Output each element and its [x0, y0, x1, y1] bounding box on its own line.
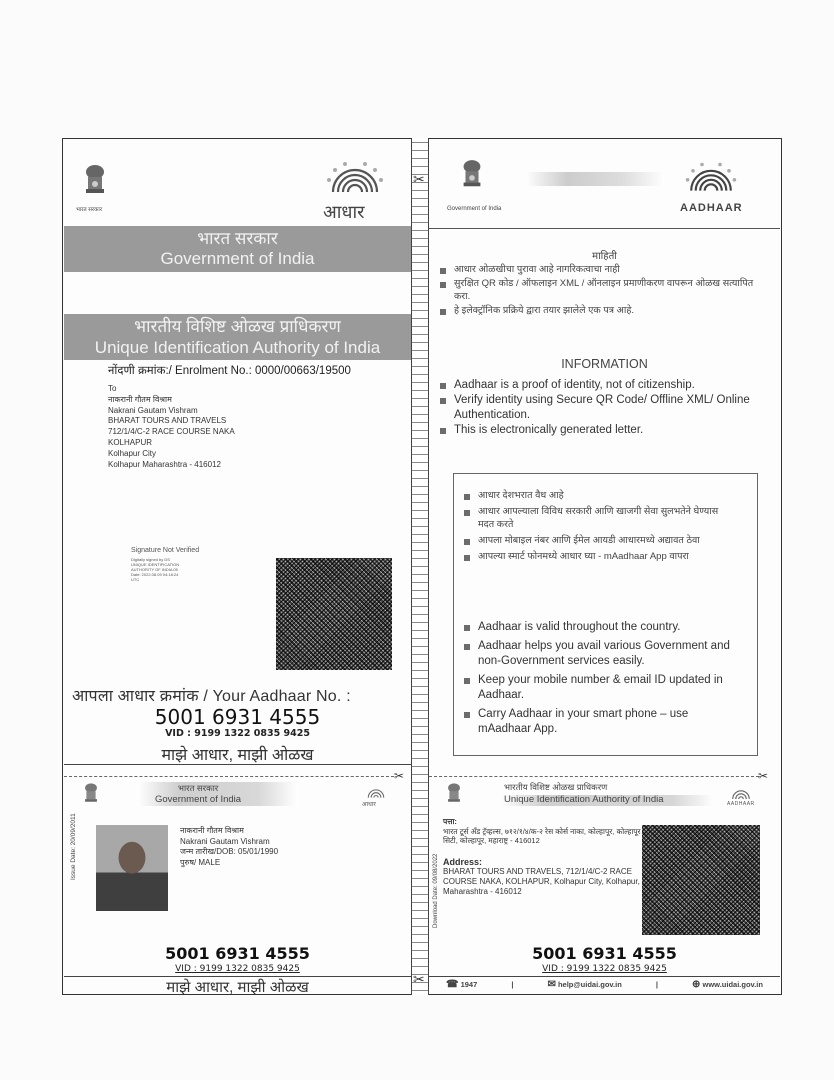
telephone-icon: ☎: [446, 979, 459, 990]
gov-hindi: भारत सरकार: [197, 229, 278, 248]
tip-item-hindi: आधार आपल्याला विविध सरकारी आणि खाजगी सेवा सुलभतेने घेण्यास मदत करते: [464, 505, 724, 531]
issue-date: Issue Date: 20/09/2011: [70, 813, 77, 880]
aadhaar-number: 5001 6931 4555: [154, 705, 321, 729]
divider: [64, 764, 411, 765]
card-details: [180, 826, 278, 868]
vid-number: VID : 9199 1322 0835 9425: [165, 728, 310, 739]
contact-footer: [429, 979, 780, 990]
mahiti-item: हे इलेक्ट्रॉनिक प्रक्रिये द्वारा तयार झालेले एक पत्र आहे.: [440, 304, 760, 318]
fold-divider: [411, 138, 429, 995]
national-emblem-icon: [80, 163, 110, 201]
download-date: Download Date: 09/08/2022: [433, 853, 439, 928]
aadhaar-logo-icon: [362, 784, 390, 800]
mahiti-item: सुरक्षित QR कोड / ऑफलाइन XML / ऑनलाइन प्रमाणीकरण वापरून ओळख सत्यापित करा.: [440, 277, 760, 304]
signature-line: AUTHORITY OF INDIA 05: [131, 566, 178, 572]
address-label: Address:: [443, 857, 483, 867]
tip-item-english: Aadhaar helps you avail various Government and non-Government services easily.: [464, 639, 744, 669]
card-logo-text: AADHAAR: [727, 801, 755, 807]
government-of-india-band: [64, 226, 411, 272]
card-name-hindi: नाकरानी गौतम विश्राम: [180, 826, 244, 835]
card-aadhaar-number: 5001 6931 4555: [532, 944, 677, 963]
address-to: To: [108, 384, 117, 393]
website: www.uidai.gov.in: [702, 980, 763, 989]
scissors-icon: ✂: [758, 769, 769, 783]
aadhaar-logo-icon: [726, 785, 756, 801]
card-vid-number: VID : 9199 1322 0835 9425: [542, 964, 667, 974]
address-name: Nakrani Gautam Vishram: [108, 405, 198, 415]
address-hindi: भारत टूर्स अँड ट्रॅव्हल्स, ७१२/१/४/क-२ रेस कोर्स नाका, कोल्हापूर, कोल्हापूर सिटी, कोल्हापूर, महाराष्ट्र - 416012: [443, 826, 641, 845]
address-line: BHARAT TOURS AND TRAVELS: [108, 416, 227, 426]
enrolment-number: [108, 363, 351, 378]
mahiti-title: माहिती: [592, 251, 617, 262]
signature-line: UNIQUE IDENTIFICATION: [131, 561, 180, 567]
information-item: Aadhaar is a proof of identity, not of citizenship.: [440, 378, 775, 393]
tips-box: [453, 473, 758, 756]
separator: |: [655, 980, 658, 989]
information-list: [440, 378, 775, 438]
separator: |: [511, 980, 514, 989]
aadhaar-logo-icon: [675, 160, 747, 196]
signature-line: Date: 2022.08.09 04:18:24: [131, 571, 179, 577]
uidai-band: [64, 314, 411, 360]
cut-line: [64, 776, 394, 777]
tip-item-hindi: आपला मोबाइल नंबर आणि ईमेल आयडी आधारमध्ये अद्यावत ठेवा: [464, 534, 724, 547]
aadhaar-logo-icon: [315, 160, 395, 200]
enrolment-value: 0000/00663/19500: [254, 365, 351, 377]
qr-code: [642, 825, 760, 935]
header-divider: [429, 228, 780, 229]
card-address: [443, 857, 643, 897]
card-tagline: माझे आधार, माझी ओळख: [166, 979, 309, 996]
tip-item-english: Keep your mobile number & email ID updated in Aadhaar.: [464, 673, 744, 703]
emblem-caption: भारत सरकार: [76, 207, 103, 213]
card-gov-english: Government of India: [155, 794, 242, 805]
card-dob: जन्म तारीख/DOB: 05/01/1990: [180, 847, 279, 856]
enrolment-label: नोंदणी क्रमांक:/ Enrolment No.:: [108, 365, 252, 377]
footer-web: [692, 979, 763, 990]
footer-phone: [446, 979, 477, 990]
card-aadhaar-number: 5001 6931 4555: [165, 944, 310, 963]
header-band: [525, 172, 665, 186]
qr-code: [276, 558, 392, 670]
photo: [96, 825, 168, 911]
tip-item-hindi: आपल्या स्मार्ट फोनमध्ये आधार घ्या - mAadhaar App वापरा: [464, 550, 724, 563]
your-aadhaar-label: आपला आधार क्रमांक / Your Aadhaar No. :: [72, 688, 351, 705]
card-name: Nakrani Gautam Vishram: [180, 836, 270, 846]
scissors-icon: ✂: [413, 971, 425, 987]
tips-list-hindi: [464, 489, 724, 563]
cut-line: [429, 776, 759, 777]
aadhaar-logo-text: आधार: [323, 202, 365, 222]
national-emblem-icon: [458, 157, 486, 195]
aadhaar-logo-text: AADHAAR: [680, 202, 743, 214]
address-line: Kolhapur City: [108, 448, 157, 458]
address-line: 712/1/4/C-2 RACE COURSE NAKA: [108, 427, 235, 437]
address-label-hindi: पत्ता:: [443, 817, 457, 826]
digital-signature: [131, 548, 199, 582]
card-gov-hindi: भारत सरकार: [178, 783, 219, 793]
information-title: INFORMATION: [561, 357, 648, 371]
divider: [429, 976, 780, 977]
emblem-caption: Government of India: [447, 206, 502, 212]
globe-icon: ⊕: [692, 979, 701, 990]
card-uidai-english: Unique Identification Authority of India: [504, 794, 664, 805]
scissors-icon: ✂: [413, 171, 425, 187]
scissors-icon: ✂: [394, 769, 405, 783]
national-emblem-icon: [444, 782, 464, 807]
tips-list-english: [464, 620, 744, 737]
address-line: Kolhapur Maharashtra - 416012: [108, 459, 221, 469]
tagline: माझे आधार, माझी ओळख: [161, 747, 314, 764]
national-emblem-icon: [81, 782, 101, 807]
signature-status: Signature Not Verified: [131, 547, 200, 554]
card-logo-text: आधार: [362, 802, 376, 808]
phone-number: 1947: [460, 980, 478, 989]
uidai-hindi: भारतीय विशिष्ट ओळख प्राधिकरण: [134, 317, 341, 336]
card-address-hindi: [443, 817, 643, 846]
email-address: help@uidai.gov.in: [557, 980, 622, 989]
information-item: This is electronically generated letter.: [440, 423, 775, 438]
tip-item-english: Aadhaar is valid throughout the country.: [464, 620, 744, 635]
information-item: Verify identity using Secure QR Code/ Offline XML/ Online Authentication.: [440, 393, 775, 423]
mahiti-item: आधार ओळखीचा पुरावा आहे नागरिकत्वाचा नाही: [440, 263, 760, 277]
gov-english: Government of India: [160, 249, 315, 268]
card-gender: पुरुष/ MALE: [180, 857, 221, 867]
card-vid-number: VID : 9199 1322 0835 9425: [175, 964, 300, 974]
signature-line: UTC: [131, 576, 140, 582]
address-line: KOLHAPUR: [108, 437, 153, 447]
tip-item-english: Carry Aadhaar in your smart phone – use mAadhaar App.: [464, 707, 744, 737]
mail-icon: ✉: [547, 979, 556, 990]
card-uidai-hindi: भारतीय विशिष्ट ओळख प्राधिकरण: [504, 782, 608, 792]
address-text: BHARAT TOURS AND TRAVELS, 712/1/4/C-2 RACE COURSE NAKA, KOLHAPUR, Kolhapur City, Kolhapur, Maharashtra - 416012: [443, 867, 640, 896]
uidai-english: Unique Identification Authority of India: [94, 338, 381, 357]
signature-line: Digitally signed by DS: [131, 556, 170, 562]
tip-item-hindi: आधार देशभरात वैध आहे: [464, 489, 724, 502]
footer-email: [547, 979, 621, 990]
address-name-hindi: नाकरानी गौतम विश्राम: [108, 394, 172, 404]
mahiti-list: [440, 263, 760, 317]
recipient-address: [108, 384, 235, 470]
